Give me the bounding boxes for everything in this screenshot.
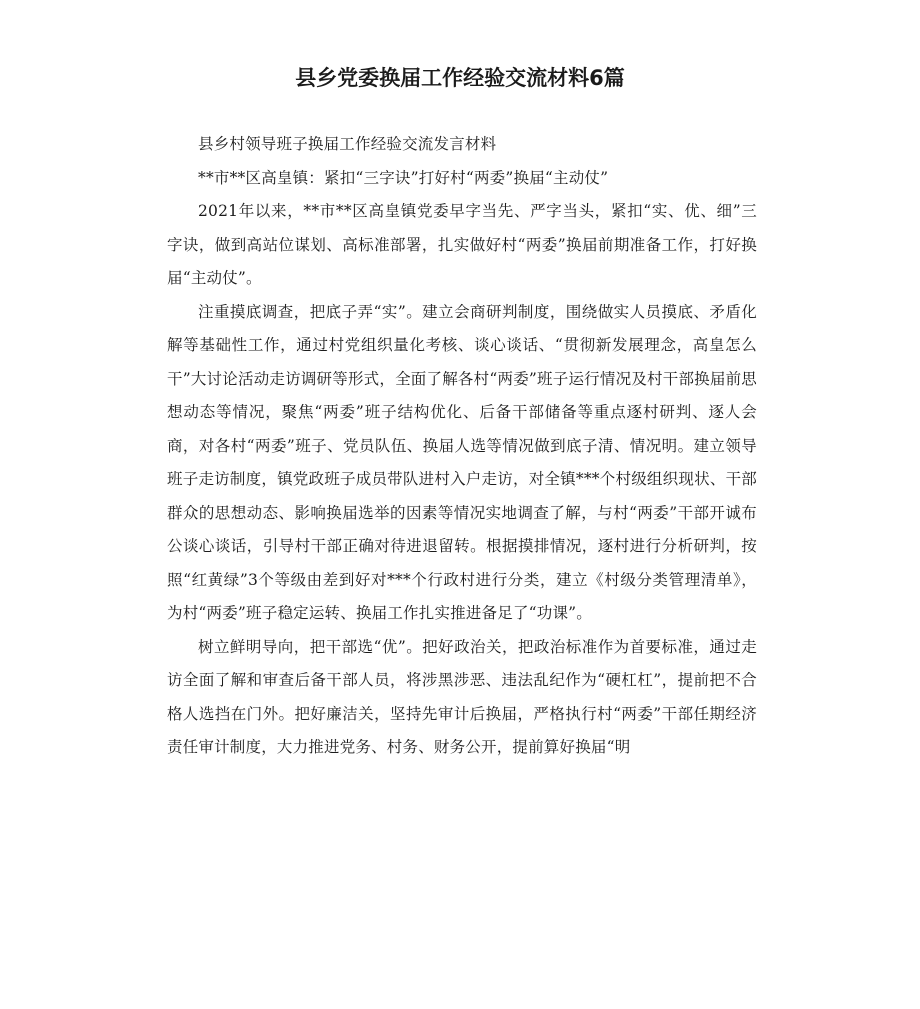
paragraph-survey: 注重摸底调查，把底子弄“实”。建立会商研判制度，围绕做实人员摸底、矛盾化解等基础性工作，通过村党组织量化考核、谈心谈话、“贯彻新发展理念，高皇怎么干”大讨论活动走访调研等形式，全面了解各村“两委”班子运行情况及村干部换届前思想动态等情况，聚焦“两委”班子结构优化、后备干部储备等重点逐村研判、逐人会商，对各村“两委”班子、党员队伍、换届人选等情况做到底子清、情况明。建立领导班子走访制度，镇党政班子成员带队进村入户走访，对全镇***个村级组织现状、干部群众的思想动态、影响换届选举的因素等情况实地调查了解，与村“两委”干部开诚布公谈心谈话，引导村干部正确对待进退留转。根据摸排情况，逐村进行分析研判，按照“红黄绿”3个等级由差到好对***个行政村进行分类，建立《村级分类管理清单》，为村“两委”班子稳定运转、换届工作扎实推进备足了“功课”。 [167,302,757,622]
document-body [167,128,757,765]
document-title: 县乡党委换届工作经验交流材料6篇 [295,66,625,90]
paragraph-subtitle: 县乡村领导班子换届工作经验交流发言材料 [198,135,497,153]
paragraph-intro: 2021年以来，**市**区高皇镇党委早字当先、严字当头，紧扣“实、优、细”三字诀，做到高站位谋划、高标准部署，扎实做好村“两委”换届前期准备工作，打好换届“主动仗”。 [167,202,757,287]
paragraph-heading: **市**区高皇镇：紧扣“三字诀”打好村“两委”换届“主动仗” [198,168,609,187]
paragraph-selection: 树立鲜明导向，把干部选“优”。把好政治关，把政治标准作为首要标准，通过走访全面了解和审查后备干部人员，将涉黑涉恶、违法乱纪作为“硬杠杠”，提前把不合格人选挡在门外。把好廉洁关，坚持先审计后换届，严格执行村“两委”干部任期经济责任审计制度，大力推进党务、村务、财务公开，提前算好换届“明 [167,637,757,756]
